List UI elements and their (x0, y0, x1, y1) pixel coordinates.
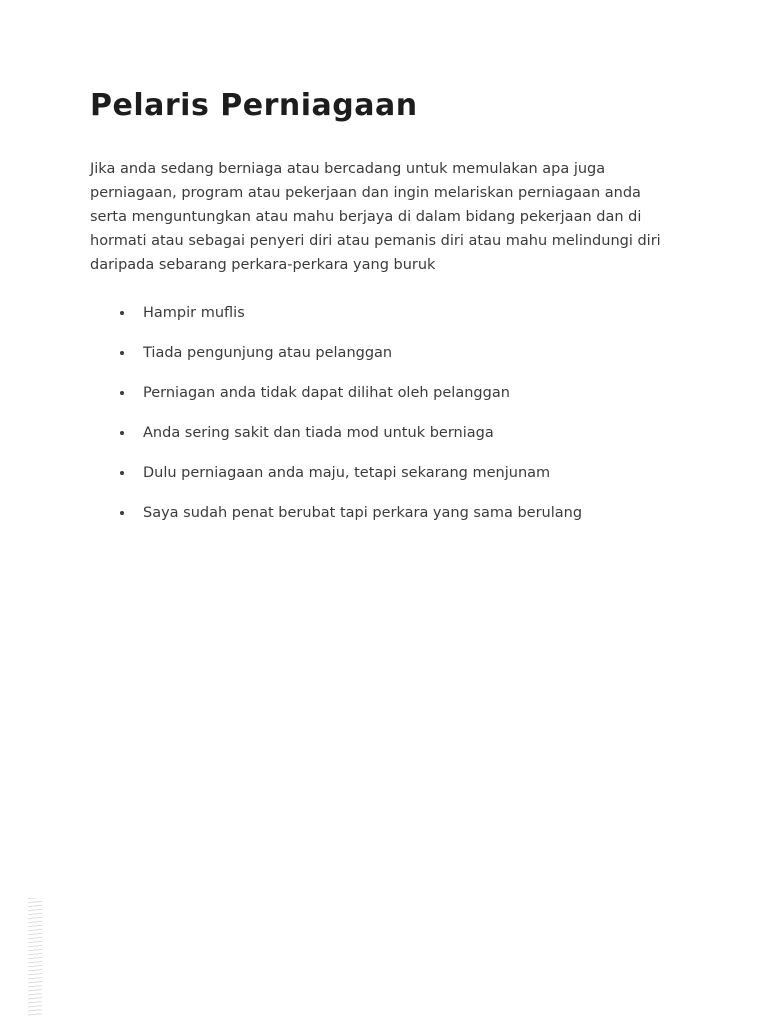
list-item: • Hampir muflis (135, 303, 676, 323)
scan-artifact (28, 898, 42, 1016)
list-item: • Tiada pengunjung atau pelanggan (135, 343, 676, 363)
bullet-list (108, 303, 676, 523)
page-title: Pelaris Perniagaan (90, 88, 418, 123)
list-item: • Perniagan anda tidak dapat dilihat oleh pelanggan (135, 383, 676, 403)
list-item: • Anda sering sakit dan tiada mod untuk berniaga (135, 423, 676, 443)
intro-paragraph: Jika anda sedang berniaga atau bercadang untuk memulakan apa juga perniagaan, program atau pekerjaan dan ingin melariskan perniagaan anda serta menguntungkan atau mahu berjaya di dalam bidang pekerjaan dan di hormati atau sebagai penyeri diri atau pemanis diri atau mahu melindungi diri daripada sebarang perkara-perkara yang buruk (90, 161, 661, 273)
list-item: • Dulu perniagaan anda maju, tetapi sekarang menjunam (135, 463, 676, 483)
list-item: • Saya sudah penat berubat tapi perkara yang sama berulang (135, 503, 676, 523)
